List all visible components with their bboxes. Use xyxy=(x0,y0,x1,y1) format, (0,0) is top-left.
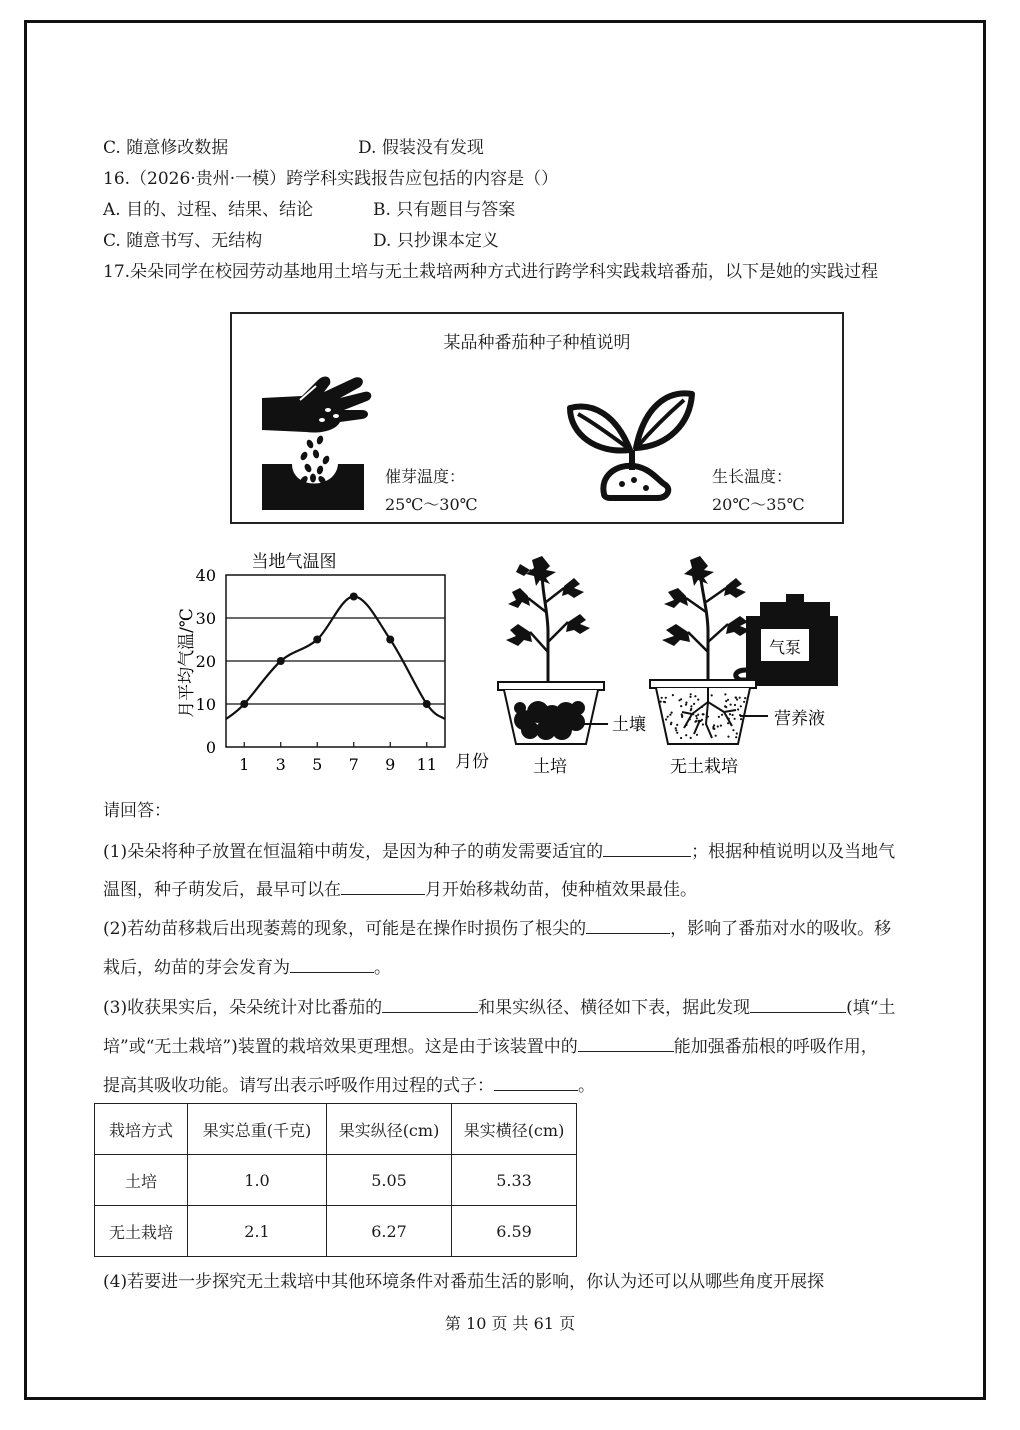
table-header-cell: 栽培方式 xyxy=(95,1104,188,1155)
y-tick-label: 20 xyxy=(195,652,216,671)
answer-blank-1[interactable] xyxy=(603,838,691,857)
hydroponic-caption: 无土栽培 xyxy=(670,757,738,777)
table-header-cell: 果实总重(千克) xyxy=(188,1104,327,1155)
question-2-line-1: (2)若幼苗移栽后出现萎蔫的现象，可能是在操作时损伤了根尖的 ，影响了番茄对水的吸收。移 xyxy=(103,915,891,941)
question-3-line-2: 培”或“无土栽培”)装置的栽培效果更理想。这是由于该装置中的 能加强番茄根的呼吸作用， xyxy=(103,1033,878,1059)
chart-data-point xyxy=(313,636,321,644)
soil-label: 土壤 xyxy=(612,715,646,735)
q16-option-c: C. 随意书写、无结构 xyxy=(103,231,263,251)
fruit-data-table xyxy=(94,1103,577,1257)
answer-blank-3[interactable] xyxy=(586,915,670,934)
question-3-line-1: (3)收获果实后，朵朵统计对比番茄的 和果实纵径、横径如下表，据此发现 (填“土 xyxy=(103,994,895,1020)
q17-stem: 17.朵朵同学在校园劳动基地用土培与无土栽培两种方式进行跨学科实践栽培番茄，以下是她的实践过程 xyxy=(103,262,879,282)
q16-stem: 16.（2026·贵州·一模）跨学科实践报告应包括的内容是（） xyxy=(103,169,559,189)
table-cell: 2.1 xyxy=(188,1206,327,1257)
table-cell: 6.59 xyxy=(452,1206,577,1257)
table-cell: 1.0 xyxy=(188,1155,327,1206)
chart-x-axis-label: 月份 xyxy=(455,752,489,772)
q16-option-a: A. 目的、过程、结果、结论 xyxy=(103,200,314,220)
table-cell: 5.05 xyxy=(327,1155,452,1206)
answer-blank-8[interactable] xyxy=(494,1072,578,1091)
table-cell: 无土栽培 xyxy=(95,1206,188,1257)
table-cell: 土培 xyxy=(95,1155,188,1206)
question-4: (4)若要进一步探究无土栽培中其他环境条件对番茄生活的影响，你认为还可以从哪些角度开展探 xyxy=(103,1272,825,1292)
chart-data-point xyxy=(277,657,285,665)
soil-culture-illustration xyxy=(490,552,660,782)
germination-temp-label: 催芽温度： xyxy=(385,467,466,486)
hydroponic-illustration xyxy=(640,552,850,782)
q15-option-d: D. 假装没有发现 xyxy=(358,138,484,158)
answer-blank-4[interactable] xyxy=(290,954,374,973)
page-footer: 第 10 页 共 61 页 xyxy=(444,1314,576,1333)
soil-culture-caption: 土培 xyxy=(533,757,567,777)
table-row xyxy=(95,1155,577,1206)
growth-temp-label: 生长温度： xyxy=(712,467,793,486)
germination-temp-value: 25℃～30℃ xyxy=(385,495,478,514)
temperature-curve xyxy=(226,597,445,720)
table-row xyxy=(95,1206,577,1257)
answer-blank-5[interactable] xyxy=(382,994,478,1013)
answer-blank-2[interactable] xyxy=(341,876,425,895)
table-header-cell: 果实横径(cm) xyxy=(452,1104,577,1155)
sowing-hand-icon xyxy=(258,370,378,512)
x-tick-label: 11 xyxy=(416,755,437,774)
q15-option-c: C. 随意修改数据 xyxy=(103,138,229,158)
q16-option-b: B. 只有题目与答案 xyxy=(373,200,516,220)
question-3-line-3: 提高其吸收功能。请写出表示呼吸作用过程的式子： 。 xyxy=(103,1072,595,1098)
answer-blank-7[interactable] xyxy=(578,1033,674,1052)
chart-title: 当地气温图 xyxy=(251,552,337,572)
chart-data-point xyxy=(240,700,248,708)
y-tick-label: 0 xyxy=(205,738,216,757)
q16-option-d: D. 只抄课本定义 xyxy=(373,231,499,251)
x-tick-label: 1 xyxy=(239,755,250,774)
table-header-cell: 果实纵径(cm) xyxy=(327,1104,452,1155)
answer-prompt: 请回答： xyxy=(103,801,171,821)
seed-instructions-box xyxy=(230,312,844,524)
temperature-line-chart xyxy=(170,545,500,780)
x-tick-label: 7 xyxy=(348,755,359,774)
chart-data-point xyxy=(386,636,394,644)
growth-temp-value: 20℃～35℃ xyxy=(712,495,805,514)
y-tick-label: 10 xyxy=(195,695,216,714)
x-tick-label: 9 xyxy=(385,755,396,774)
seed-instructions-title: 某品种番茄种子种植说明 xyxy=(443,333,631,353)
chart-y-axis-label: 月平均气温/℃ xyxy=(177,608,197,718)
air-pump-label: 气泵 xyxy=(768,638,802,657)
answer-blank-6[interactable] xyxy=(750,994,846,1013)
x-tick-label: 3 xyxy=(275,755,286,774)
y-tick-label: 30 xyxy=(195,609,216,628)
table-cell: 5.33 xyxy=(452,1155,577,1206)
y-tick-label: 40 xyxy=(195,566,216,585)
seedling-icon xyxy=(566,384,698,504)
question-2-line-2: 栽后，幼苗的芽会发育为 。 xyxy=(103,954,391,980)
x-tick-label: 5 xyxy=(312,755,323,774)
chart-data-point xyxy=(423,700,431,708)
table-cell: 6.27 xyxy=(327,1206,452,1257)
nutrient-solution-label: 营养液 xyxy=(774,709,825,729)
table-header-row xyxy=(95,1104,577,1155)
question-1-line-2: 温图，种子萌发后，最早可以在 月开始移栽幼苗，使种植效果最佳。 xyxy=(103,876,697,902)
chart-data-point xyxy=(350,593,358,601)
question-1-line-1: (1)朵朵将种子放置在恒温箱中萌发，是因为种子的萌发需要适宜的 ；根据种植说明以及当地气 xyxy=(103,838,895,864)
